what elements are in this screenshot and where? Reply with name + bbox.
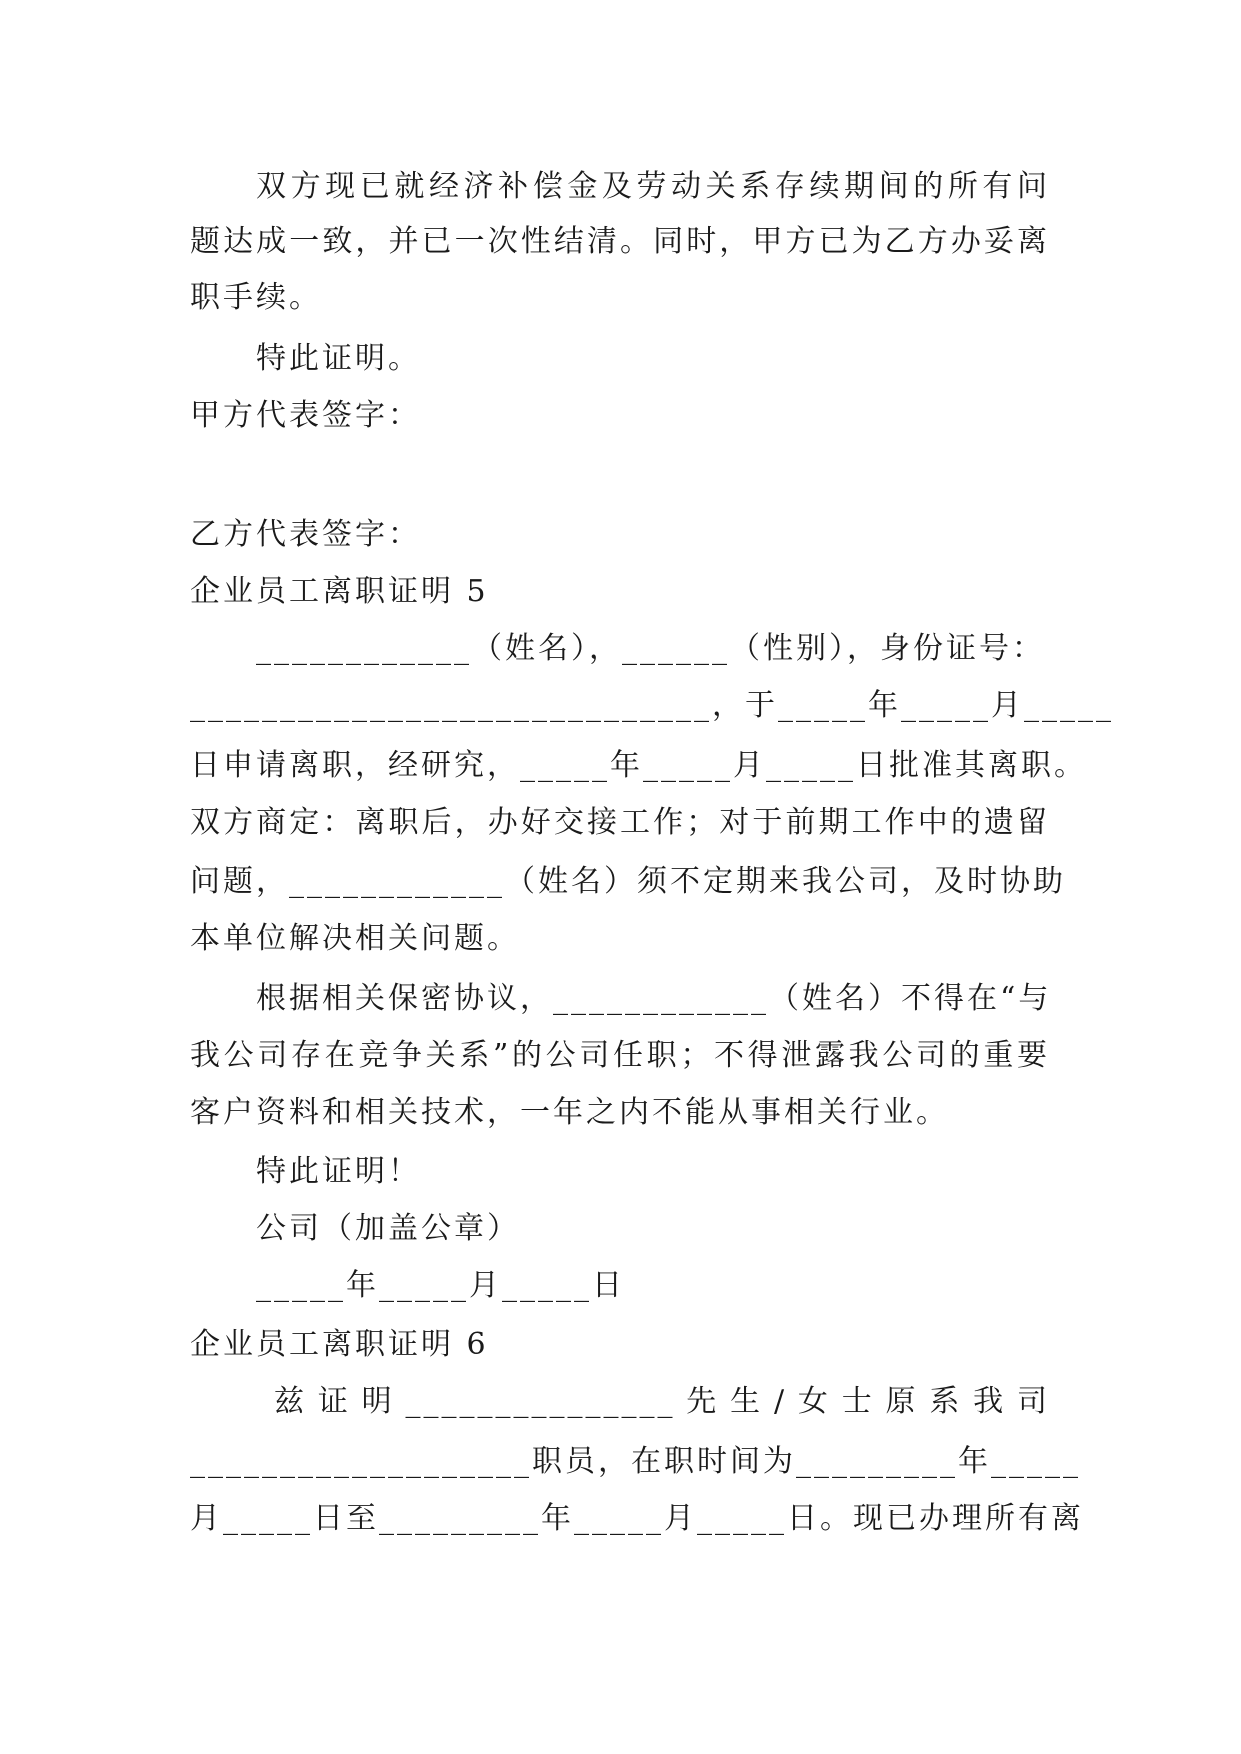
paragraph-line: 本单位解决相关问题。 <box>190 921 520 956</box>
paragraph-line: ____________（姓名），______（性别），身份证号： <box>256 631 1045 666</box>
paragraph-line: _____________________________，于_____年_____月_____ <box>190 688 1114 723</box>
section-heading: 企业员工离职证明 5 <box>190 574 489 609</box>
paragraph-line: 兹证明_______________先生/女士原系我司 <box>274 1384 1050 1419</box>
section-heading: 企业员工离职证明 6 <box>190 1327 489 1362</box>
signature-label-party-a: 甲方代表签字： <box>190 398 421 433</box>
paragraph-line: 职手续。 <box>190 280 322 315</box>
paragraph-line: 问题，____________（姓名）须不定期来我公司，及时协助 <box>190 864 1066 899</box>
paragraph-line: 日申请离职，经研究，_____年_____月_____日批准其离职。 <box>190 748 1087 783</box>
paragraph-line: 我公司存在竞争关系”的公司任职；不得泄露我公司的重要 <box>190 1038 1050 1073</box>
paragraph-line: 特此证明。 <box>256 341 421 376</box>
paragraph-line: 题达成一致，并已一次性结清。同时，甲方已为乙方办妥离 <box>190 224 1050 259</box>
signature-label-party-b: 乙方代表签字： <box>190 517 421 552</box>
paragraph-line: 客户资料和相关技术，一年之内不能从事相关行业。 <box>190 1095 949 1130</box>
paragraph-line: 月_____日至_________年_____月_____日。现已办理所有离 <box>190 1501 1084 1536</box>
paragraph-line: 根据相关保密协议，____________（姓名）不得在“与 <box>256 981 1052 1016</box>
company-seal-label: 公司（加盖公章） <box>256 1211 520 1246</box>
paragraph-line: 特此证明！ <box>256 1154 421 1189</box>
paragraph-line: 双方商定：离职后，办好交接工作；对于前期工作中的遗留 <box>190 805 1050 840</box>
paragraph-line: ___________________职员，在职时间为_________年_____ <box>190 1444 1081 1479</box>
paragraph-line: 双方现已就经济补偿金及劳动关系存续期间的所有问 <box>256 169 1050 204</box>
date-line: _____年_____月_____日 <box>256 1268 625 1303</box>
